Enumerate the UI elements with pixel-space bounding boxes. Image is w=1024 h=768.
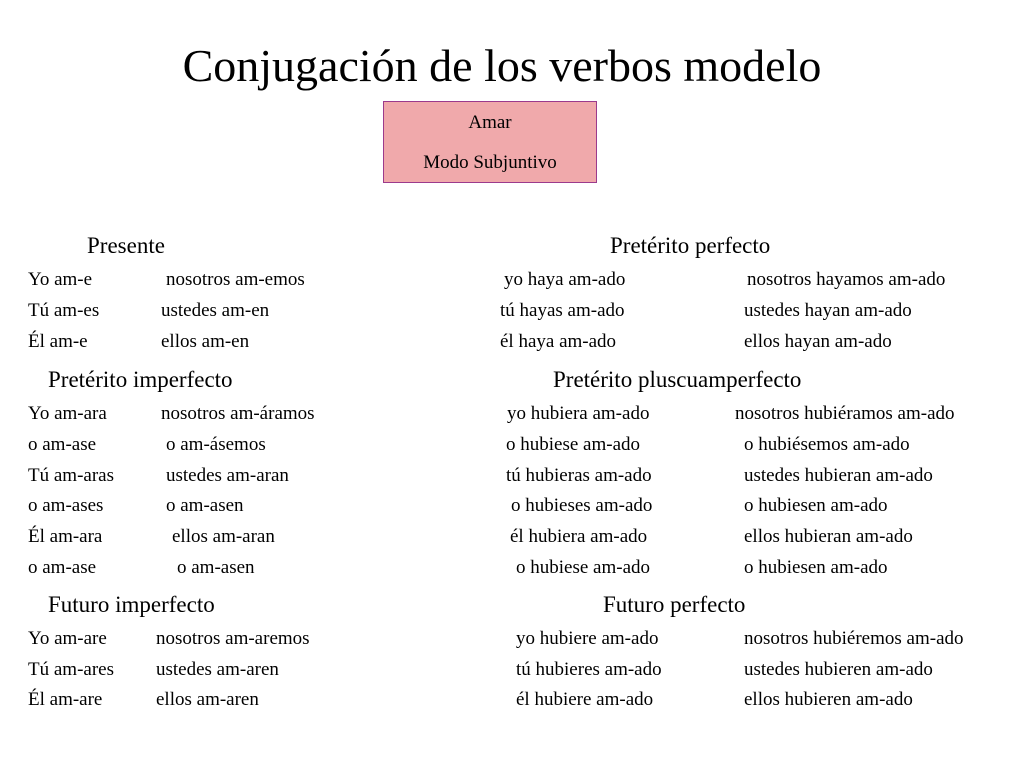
conjugation-cell: Él am-e (28, 331, 88, 352)
heading-preterito-perfecto: Pretérito perfecto (610, 233, 771, 258)
conjugation-cell: ellos am-en (161, 331, 250, 352)
conjugation-cell: yo haya am-ado (504, 269, 626, 290)
conjugation-cell: ustedes am-aran (166, 465, 289, 486)
conjugation-cell: o hubiese am-ado (506, 434, 641, 455)
conjugation-cell: Tú am-ares (28, 659, 114, 680)
conjugation-cell: o am-asen (166, 495, 244, 516)
conjugation-cell: ustedes hubieran am-ado (744, 465, 933, 486)
conjugation-cell: Él am-are (28, 689, 103, 710)
conjugation-cell: tú hubieres am-ado (516, 659, 662, 680)
conjugation-cell: nosotros hubiéramos am-ado (735, 403, 955, 424)
conjugation-cell: yo hubiere am-ado (516, 628, 659, 649)
conjugation-cell: ellos am-aren (156, 689, 259, 710)
conjugation-cell: ustedes am-en (161, 300, 270, 321)
conjugation-cell: Yo am-are (28, 628, 107, 649)
conjugation-cell: Tú am-es (28, 300, 100, 321)
conjugation-cell: nosotros am-emos (166, 269, 305, 290)
conjugation-cell: o am-asen (177, 557, 255, 578)
conjugation-cell: él hubiera am-ado (510, 526, 648, 547)
conjugation-cell: o hubiésemos am-ado (744, 434, 910, 455)
verb-mode-box (383, 101, 597, 183)
conjugation-cell: o am-ase (28, 434, 97, 455)
conjugation-cell: o hubiesen am-ado (744, 557, 888, 578)
conjugation-cell: él hubiere am-ado (516, 689, 654, 710)
conjugation-cell: tú hubieras am-ado (506, 465, 652, 486)
conjugation-cell: Yo am-ara (28, 403, 107, 424)
heading-presente: Presente (87, 233, 165, 258)
conjugation-cell: nosotros hubiéremos am-ado (744, 628, 964, 649)
conjugation-cell: él haya am-ado (500, 331, 617, 352)
conjugation-cell: ellos hubieran am-ado (744, 526, 913, 547)
heading-futuro-imperfecto: Futuro imperfecto (48, 592, 215, 617)
verb-label: Amar (468, 112, 512, 133)
heading-futuro-perfecto: Futuro perfecto (603, 592, 746, 617)
conjugation-cell: o am-ase (28, 557, 97, 578)
conjugation-cell: Yo am-e (28, 269, 93, 290)
conjugation-cell: Él am-ara (28, 526, 103, 547)
conjugation-cell: o am-ásemos (166, 434, 266, 455)
conjugation-cell: nosotros am-áramos (161, 403, 315, 424)
conjugation-cell: ellos am-aran (172, 526, 275, 547)
conjugation-cell: o hubieses am-ado (511, 495, 653, 516)
conjugation-cell: Tú am-aras (28, 465, 114, 486)
conjugation-cell: o am-ases (28, 495, 104, 516)
conjugation-cell: ellos hayan am-ado (744, 331, 892, 352)
heading-preterito-imperfecto: Pretérito imperfecto (48, 367, 233, 392)
mode-label: Modo Subjuntivo (423, 152, 557, 173)
conjugation-cell: ustedes hayan am-ado (744, 300, 912, 321)
conjugation-cell: ustedes hubieren am-ado (744, 659, 933, 680)
conjugation-cell: o hubiesen am-ado (744, 495, 888, 516)
conjugation-cell: ellos hubieren am-ado (744, 689, 913, 710)
heading-preterito-pluscuamperfecto: Pretérito pluscuamperfecto (553, 367, 802, 392)
conjugation-cell: nosotros hayamos am-ado (747, 269, 946, 290)
conjugation-cell: tú hayas am-ado (500, 300, 625, 321)
conjugation-cell: ustedes am-aren (156, 659, 279, 680)
slide-title: Conjugación de los verbos modelo (182, 40, 822, 91)
conjugation-cell: yo hubiera am-ado (507, 403, 650, 424)
conjugation-cell: o hubiese am-ado (516, 557, 651, 578)
conjugation-cell: nosotros am-aremos (156, 628, 310, 649)
